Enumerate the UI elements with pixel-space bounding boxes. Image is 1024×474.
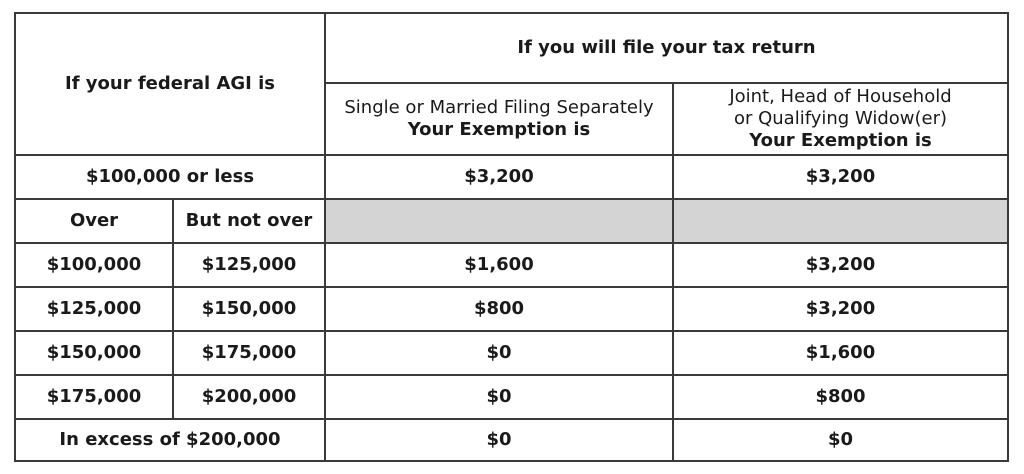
joint-header-line3: Your Exemption is [749,130,932,151]
table-row [15,243,1008,287]
single-exemption-cell: $1,600 [325,243,673,287]
joint-header-line2: or Qualifying Widow(er) [733,108,948,129]
joint-exemption-cell: $3,200 [673,287,1008,331]
over-cell: $150,000 [15,331,173,375]
joint-exemption-cell: $800 [673,375,1008,419]
shaded-cell [673,199,1008,243]
single-exemption-cell: $800 [325,287,673,331]
joint-exemption-cell: $3,200 [673,155,1008,199]
agi-cell: In excess of $200,000 [15,419,325,461]
table-row [15,331,1008,375]
agi-cell: $100,000 or less [15,155,325,199]
not-over-cell: $150,000 [173,287,325,331]
single-header-line2: Your Exemption is [407,119,591,140]
single-header [325,83,673,155]
single-exemption-cell: $0 [325,375,673,419]
table-row [15,287,1008,331]
not-over-cell: $175,000 [173,331,325,375]
filing-status-header: If you will file your tax return [325,13,1008,83]
single-exemption-cell: $0 [325,331,673,375]
exemption-table [14,12,1009,462]
joint-header [673,83,1008,155]
over-header: Over [15,199,173,243]
agi-header: If your federal AGI is [15,13,325,155]
header-row-top [15,13,1008,83]
table-row [15,155,1008,199]
not-over-header: But not over [173,199,325,243]
range-header-row [15,199,1008,243]
table-row [15,419,1008,461]
joint-exemption-cell: $0 [673,419,1008,461]
joint-exemption-cell: $1,600 [673,331,1008,375]
single-header-line1: Single or Married Filing Separately [344,97,654,118]
single-exemption-cell: $3,200 [325,155,673,199]
single-exemption-cell: $0 [325,419,673,461]
over-cell: $125,000 [15,287,173,331]
table-row [15,375,1008,419]
over-cell: $100,000 [15,243,173,287]
over-cell: $175,000 [15,375,173,419]
not-over-cell: $200,000 [173,375,325,419]
shaded-cell [325,199,673,243]
joint-exemption-cell: $3,200 [673,243,1008,287]
joint-header-line1: Joint, Head of Household [729,86,952,107]
not-over-cell: $125,000 [173,243,325,287]
